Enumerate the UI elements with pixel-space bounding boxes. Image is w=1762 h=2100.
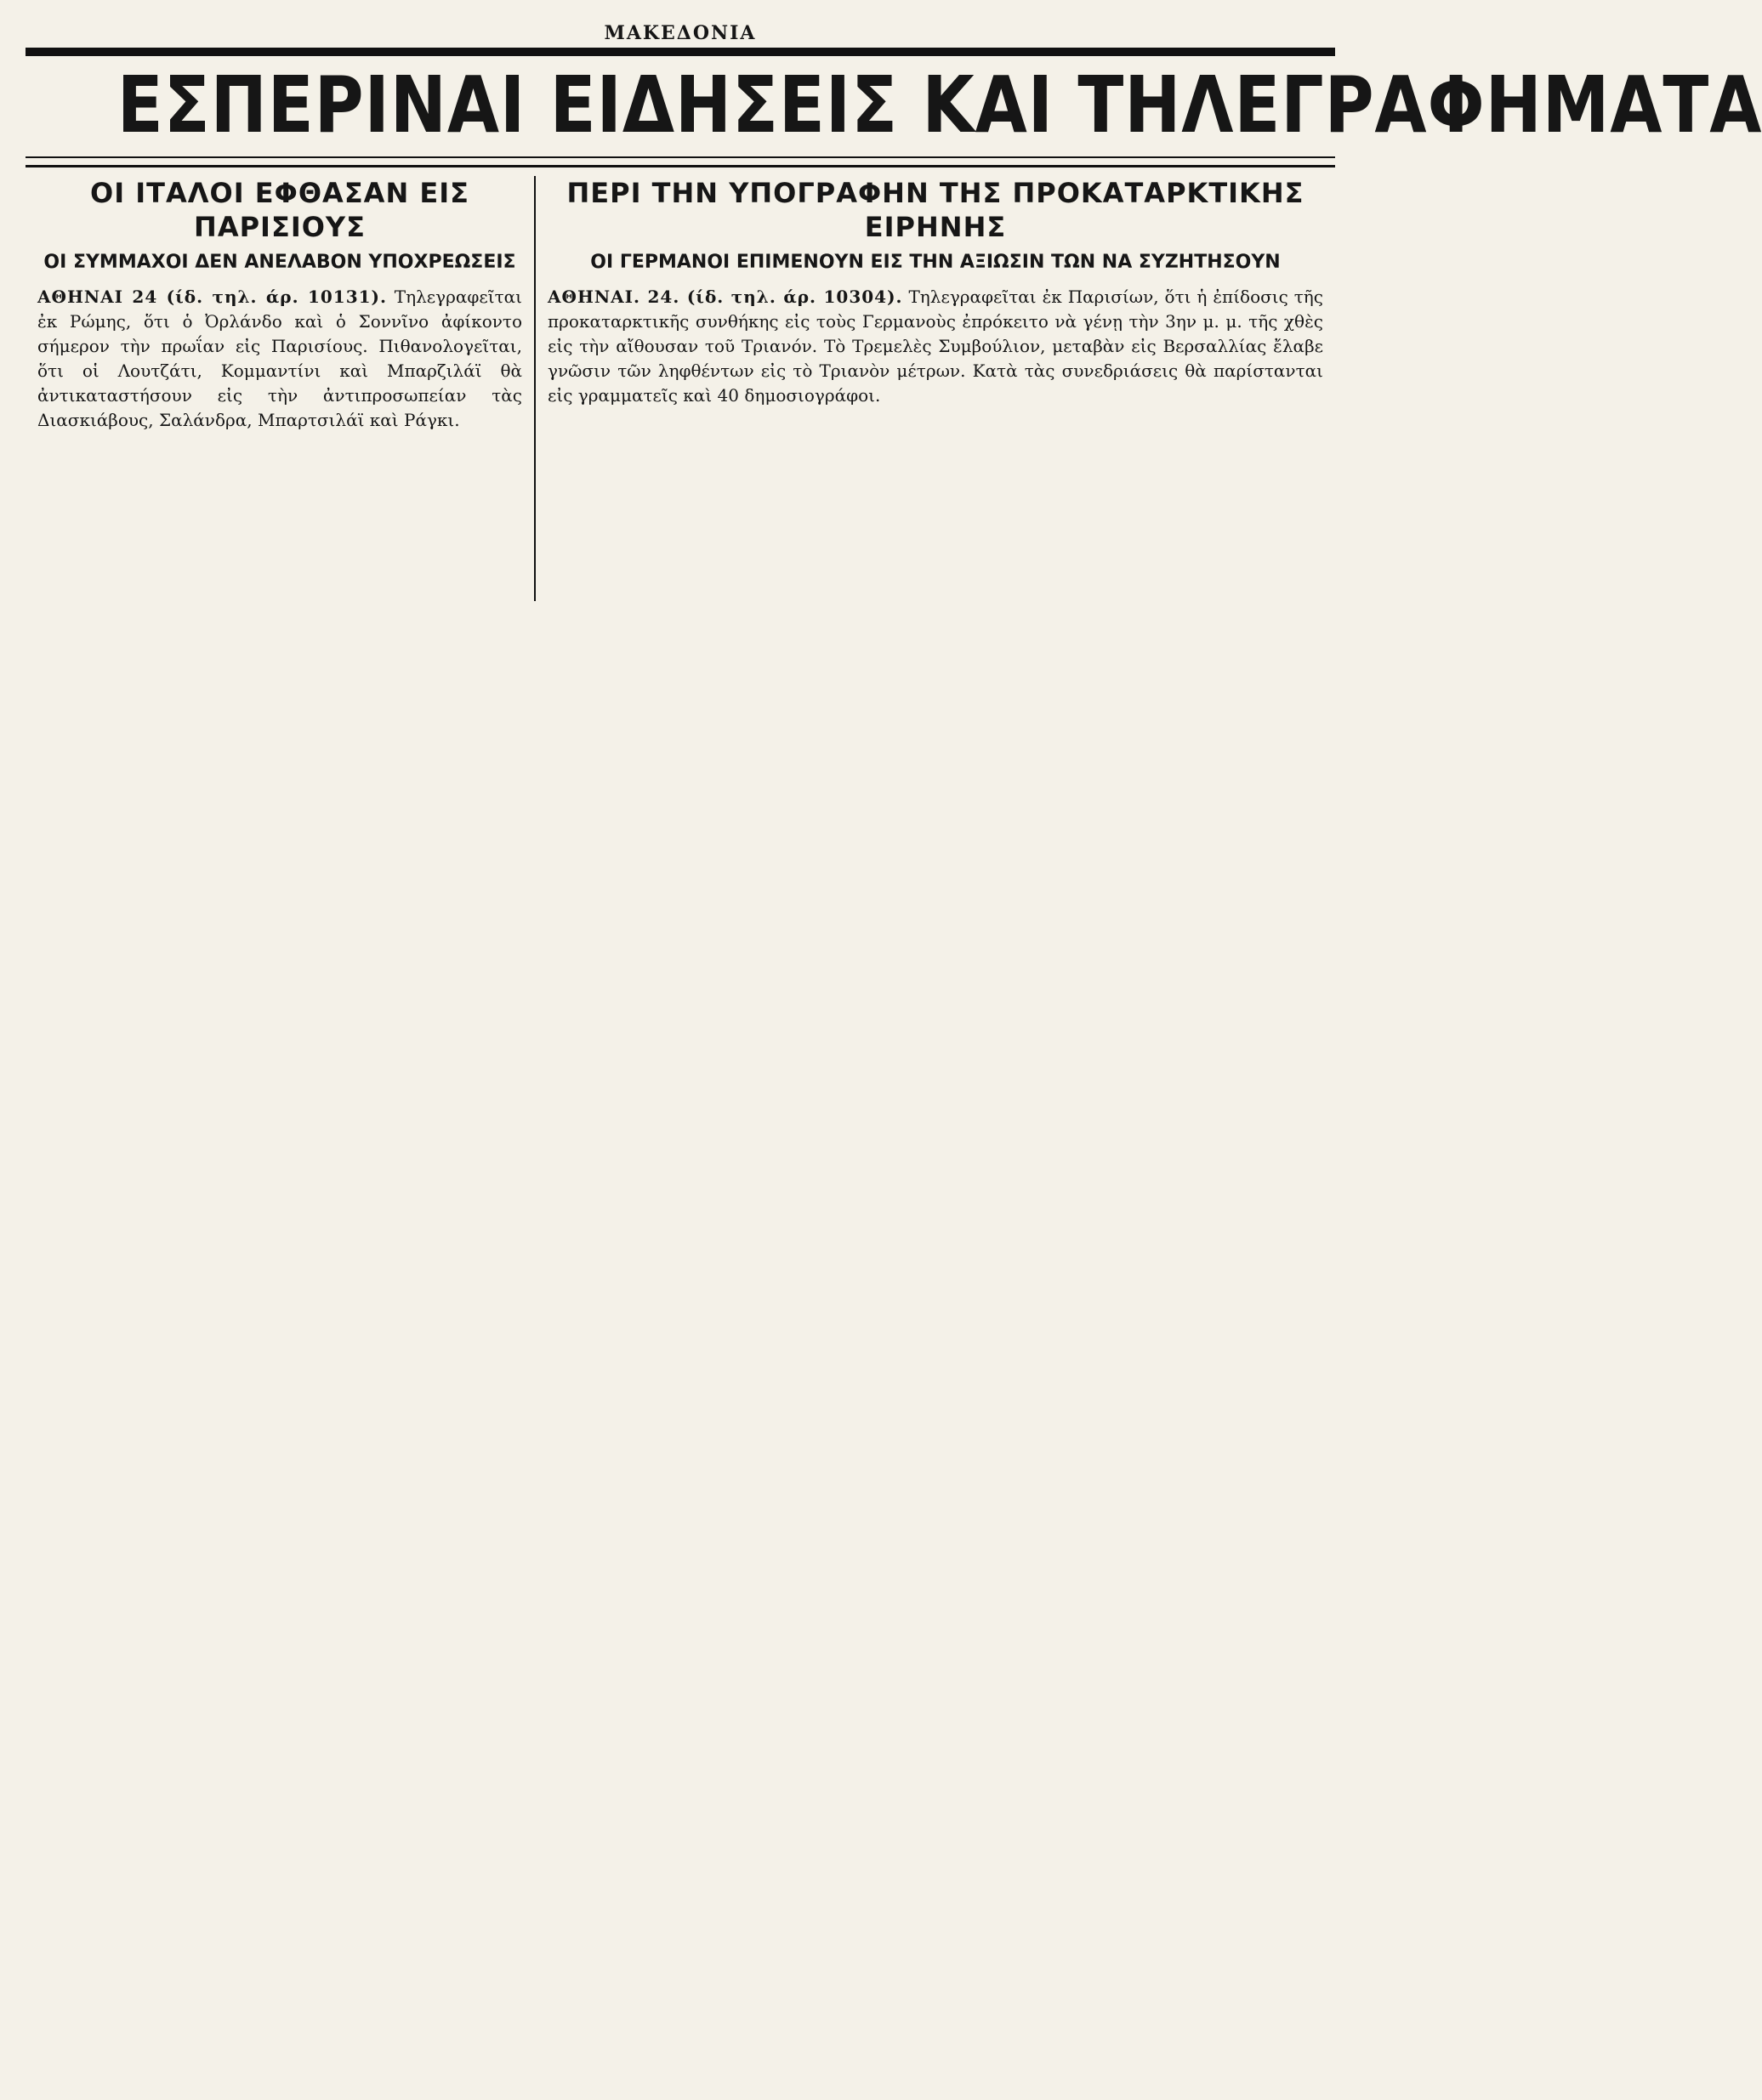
story-subtitle: ΟΙ ΣΥΜΜΑΧΟΙ ΔΕΝ ΑΝΕΛΑΒΟΝ ΥΠΟΧΡΕΩΣΕΙΣ: [43, 252, 516, 273]
story-title: ΠΕΡΙ ΤΗΝ ΥΠΟΓΡΑΦΗΝ ΤΗΣ ΠΡΟΚΑΤΑΡΚΤΙΚΗΣ ΕΙΡΗΝΗΣ: [566, 177, 1304, 243]
section-headline: ΕΣΠΕΡΙΝΑΙ ΕΙΔΗΣΕΙΣ ΚΑΙ ΤΗΛΕΓΡΑΦΗΜΑΤΑ: [117, 60, 1762, 150]
story-body: [548, 285, 1323, 408]
masthead: ΜΑΚΕΔΟΝΙΑ: [604, 22, 757, 44]
story-italians: [26, 176, 536, 601]
story-body: [37, 285, 522, 433]
story-subtitle: ΟΙ ΓΕΡΜΑΝΟΙ ΕΠΙΜΕΝΟΥΝ ΕΙΣ ΤΗΝ ΑΞΙΩΣΙΝ ΤΩΝ ΝΑ ΣΥΖΗΤΗΣΟΥΝ: [590, 252, 1281, 273]
headline-rule: [26, 156, 1335, 158]
masthead-rule: [26, 48, 1335, 56]
story-text: Τηλεγραφεῖται ἐκ Ρώμης, ὅτι ὁ Ὀρλάνδο καὶ ὁ Σοννῖνο ἀφίκοντο σήμερον τὴν πρωΐαν εἰς Παρισίους. Πιθανολογεῖται, ὅτι οἱ Λουτζάτι, Κομμαντίνι καὶ Μπαρζιλάϊ θὰ ἀντικαταστήσουν εἰς τὴν ἀντιπροσωπείαν τὰς Διασκιάβους, Σαλάνδρα, Μπαρτσιλάϊ καὶ Ράγκι.: [37, 287, 522, 430]
columns: [26, 165, 1335, 601]
story-signature: [536, 176, 1335, 601]
story-dateline: ΑΘΗΝΑΙ. 24. (ίδ. τηλ. άρ. 10304).: [548, 287, 903, 307]
story-dateline: ΑΘΗΝΑΙ 24 (ίδ. τηλ. άρ. 10131).: [37, 287, 387, 307]
story-title: ΟΙ ΙΤΑΛΟΙ ΕΦΘΑΣΑΝ ΕΙΣ ΠΑΡΙΣΙΟΥΣ: [90, 177, 469, 243]
story-text: Τηλεγραφεῖται ἐκ Παρισίων, ὅτι ἡ ἐπίδοσις τῆς προκαταρκτικῆς συνθήκης εἰς τοὺς Γερμανοὺς ἐπρόκειτο νὰ γένῃ τὴν 3ην μ. μ. τῆς χθὲς εἰς τὴν αἴθουσαν τοῦ Τριανόν. Τὸ Τρεμελὲς Συμβούλιον, μεταβὰν εἰς Βερσαλλίας ἔλαβε γνῶσιν τῶν ληφθέντων εἰς τὸ Τριανὸν μέτρων. Κατὰ τὰς συνεδριάσεις θὰ παρίστανται εἰς γραμματεῖς καὶ 40 δημοσιογράφοι.: [548, 287, 1323, 406]
